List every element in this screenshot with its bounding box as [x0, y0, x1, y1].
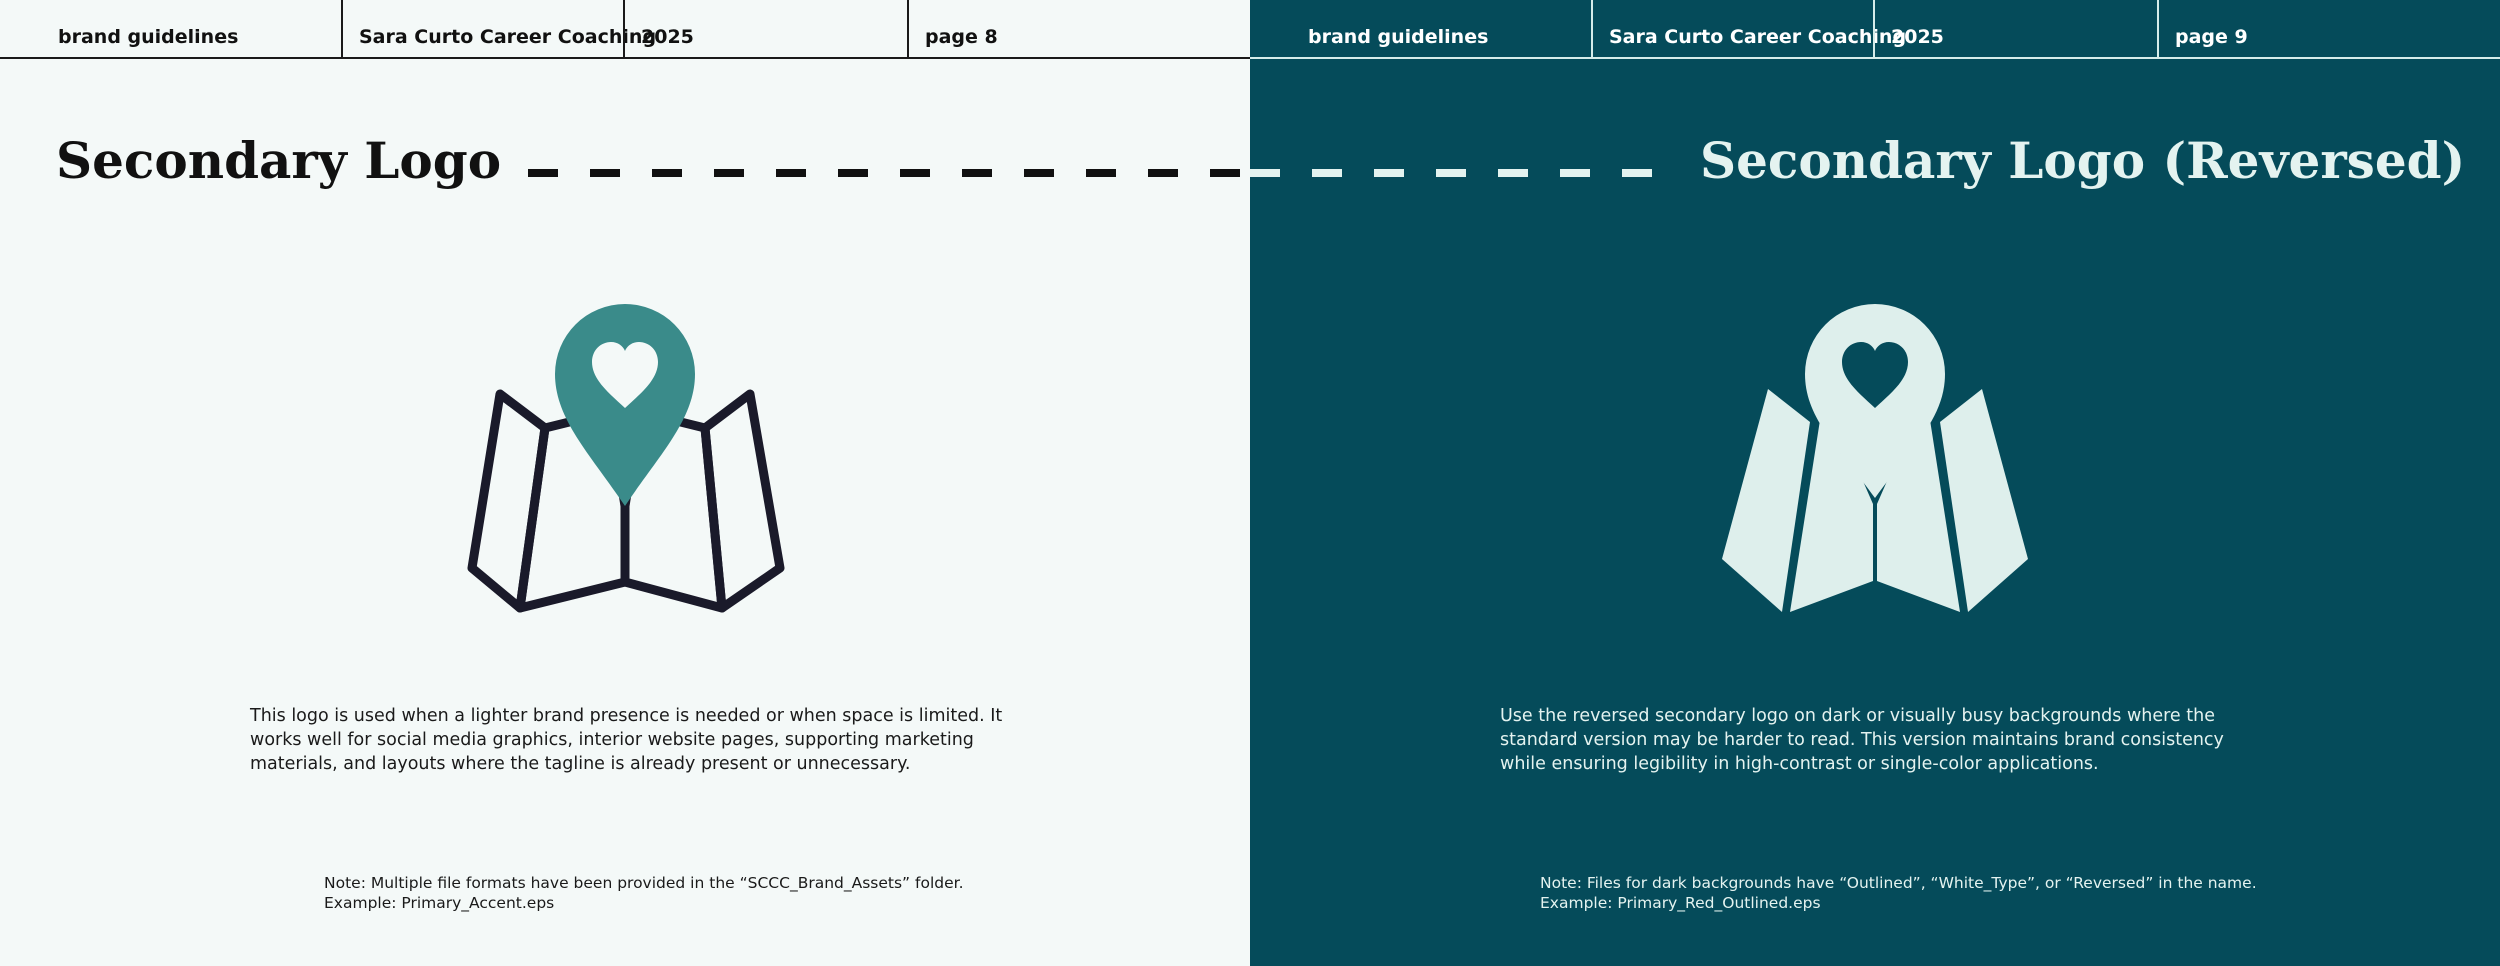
header-page-number: page 9	[2157, 0, 2248, 57]
header-section: brand guidelines	[58, 26, 239, 48]
page-header	[1250, 0, 2500, 59]
header-section: brand guidelines	[1308, 26, 1489, 48]
page-9	[1250, 0, 2500, 966]
header-brand: Sara Curto Career Coaching	[1591, 0, 1906, 57]
map-pin-heart-reversed-icon	[1710, 294, 2040, 624]
file-note	[324, 873, 1084, 913]
dashed-divider	[1250, 169, 1660, 177]
file-note	[1540, 873, 2300, 913]
page-title: Secondary Logo	[56, 131, 502, 190]
dashed-divider	[528, 169, 1250, 177]
page-title: Secondary Logo (Reversed)	[1700, 131, 2466, 190]
page-header	[0, 0, 1250, 59]
header-brand: Sara Curto Career Coaching	[341, 0, 656, 57]
header-page-number: page 8	[907, 0, 998, 57]
note-example: Example: Primary_Accent.eps	[324, 894, 555, 912]
header-year: 2025	[623, 0, 694, 57]
header-year: 2025	[1873, 0, 1944, 57]
description-text: Use the reversed secondary logo on dark or visually busy backgrounds where the standard version may be harder to read. This version maintains brand consistency while ensuring legibility in high-contrast or single-color applications.	[1500, 706, 2224, 774]
note-line: Note: Files for dark backgrounds have “Outlined”, “White_Type”, or “Reversed” in the name.	[1540, 874, 2257, 892]
note-line: Note: Multiple file formats have been provided in the “SCCC_Brand_Assets” folder.	[324, 874, 964, 892]
description-text: This logo is used when a lighter brand presence is needed or when space is limited. It works well for social media graphics, interior website pages, supporting marketing materials, and layouts where the tagline is already present or unnecessary.	[250, 706, 1003, 774]
note-example: Example: Primary_Red_Outlined.eps	[1540, 894, 1821, 912]
map-pin-heart-icon	[460, 294, 790, 624]
